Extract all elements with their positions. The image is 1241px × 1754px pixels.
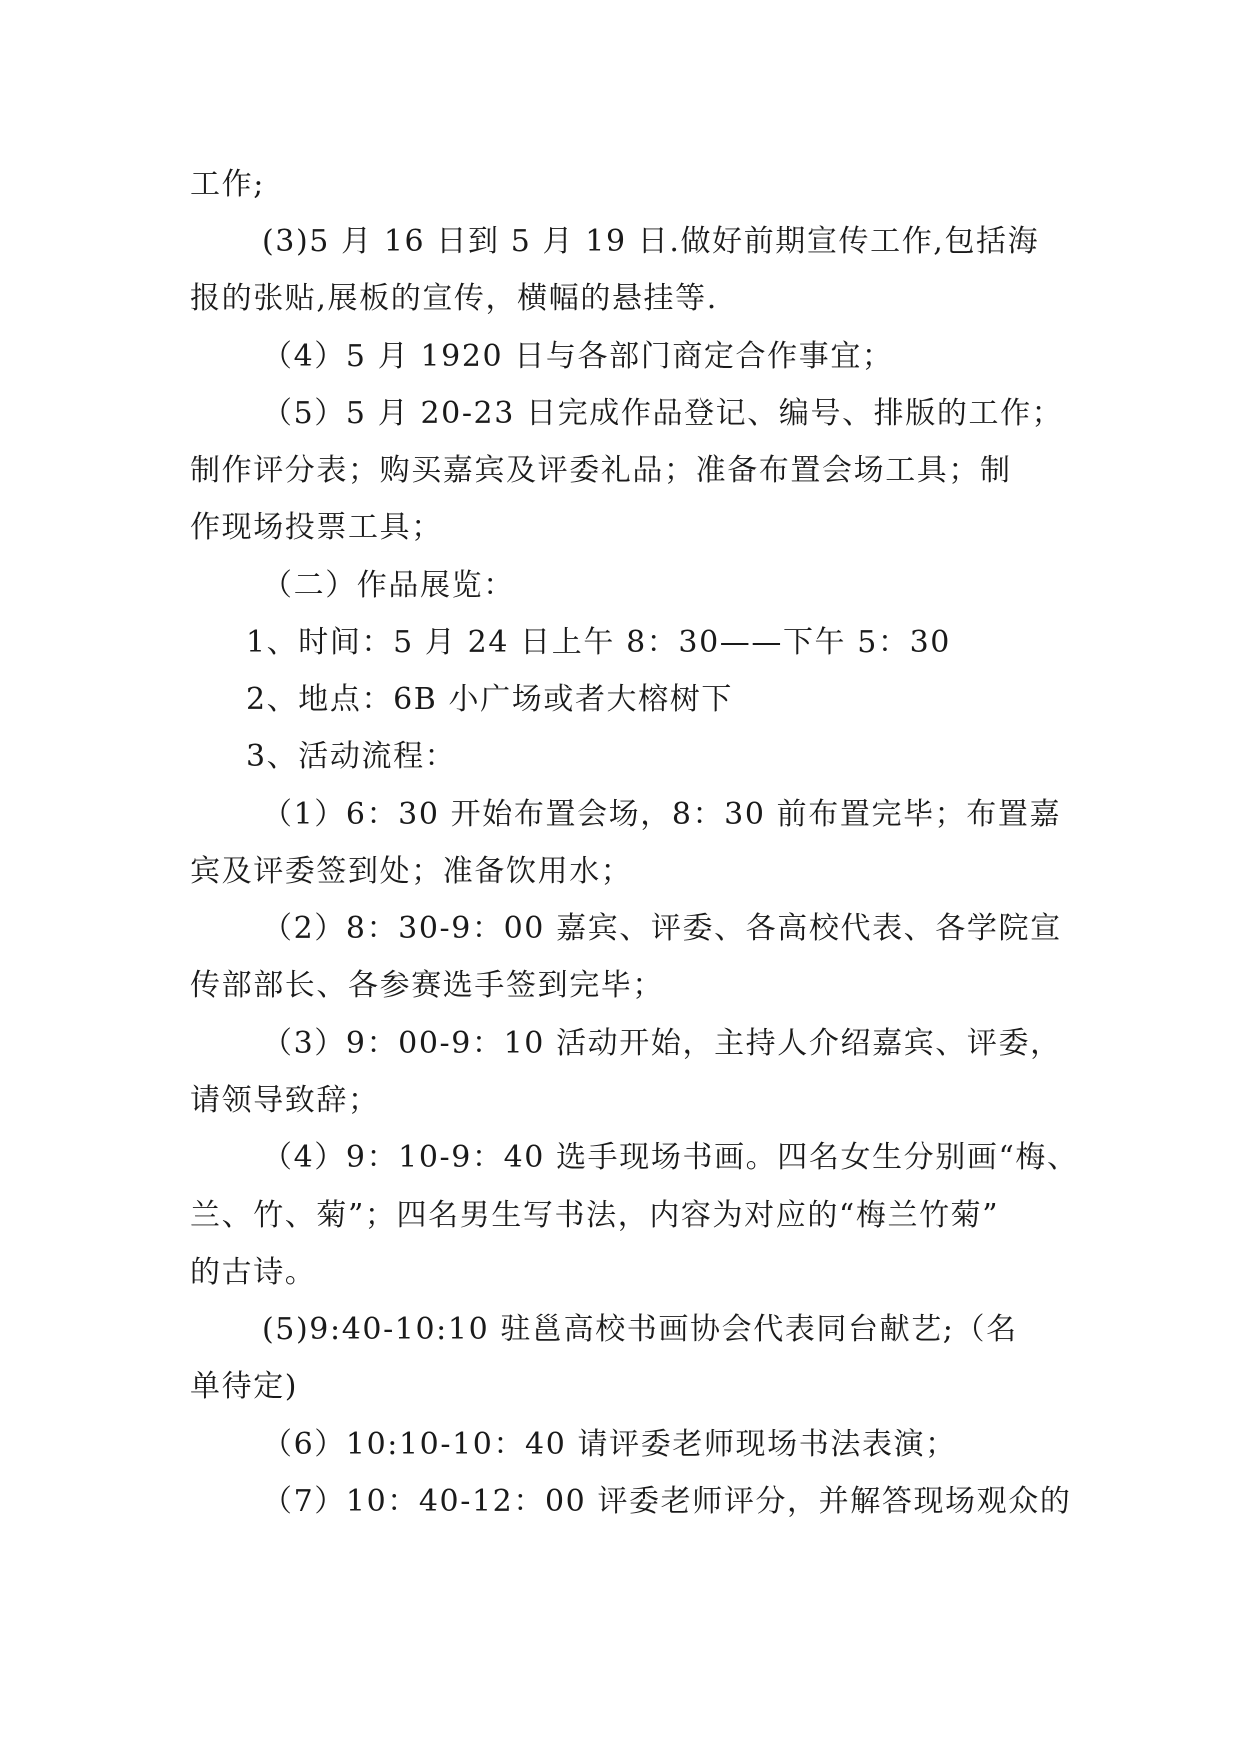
text-line: 传部部长、各参赛选手签到完毕； [190, 968, 664, 1003]
text-line: 2、地点：6B 小广场或者大榕树下 [246, 682, 733, 717]
text-line: （2）8：30-9：00 嘉宾、评委、各高校代表、各学院宣 [262, 911, 1062, 946]
text-line: 作现场投票工具； [190, 510, 443, 545]
text-line: （6）10:10-10：40 请评委老师现场书法表演； [262, 1427, 957, 1462]
text-line: 制作评分表；购买嘉宾及评委礼品；准备布置会场工具；制 [190, 453, 1012, 488]
text-line: （4）5 月 1920 日与各部门商定合作事宜； [262, 339, 894, 374]
text-line: 3、活动流程： [246, 739, 457, 774]
text-line: （7）10：40-12：00 评委老师评分，并解答现场观众的 [262, 1484, 1072, 1519]
text-line: （4）9：10-9：40 选手现场书画。四名女生分别画“梅、 [262, 1140, 1079, 1175]
text-line: （1）6：30 开始布置会场，8：30 前布置完毕；布置嘉 [262, 797, 1062, 832]
text-line: 的古诗。 [190, 1255, 317, 1290]
text-line: 单待定) [190, 1369, 299, 1404]
text-line: (5)9:40-10:10 驻邕高校书画协会代表同台献艺;（名 [262, 1312, 1018, 1347]
section-heading: （二）作品展览： [262, 568, 515, 603]
text-line: （3）9：00-9：10 活动开始，主持人介绍嘉宾、评委， [262, 1026, 1062, 1061]
text-line: （5）5 月 20-23 日完成作品登记、编号、排版的工作； [262, 396, 1064, 431]
text-line: 请领导致辞； [190, 1083, 380, 1118]
text-line: 兰、竹、菊”；四名男生写书法，内容为对应的“梅兰竹菊” [190, 1198, 1000, 1233]
text-line: (3)5 月 16 日到 5 月 19 日.做好前期宣传工作,包括海 [262, 224, 1040, 259]
text-line: 1、时间：5 月 24 日上午 8：30——下午 5：30 [246, 625, 951, 660]
text-line: 宾及评委签到处；准备饮用水； [190, 854, 633, 889]
text-line: 工作; [190, 167, 265, 202]
text-line: 报的张贴,展板的宣传，横幅的悬挂等. [190, 281, 718, 316]
